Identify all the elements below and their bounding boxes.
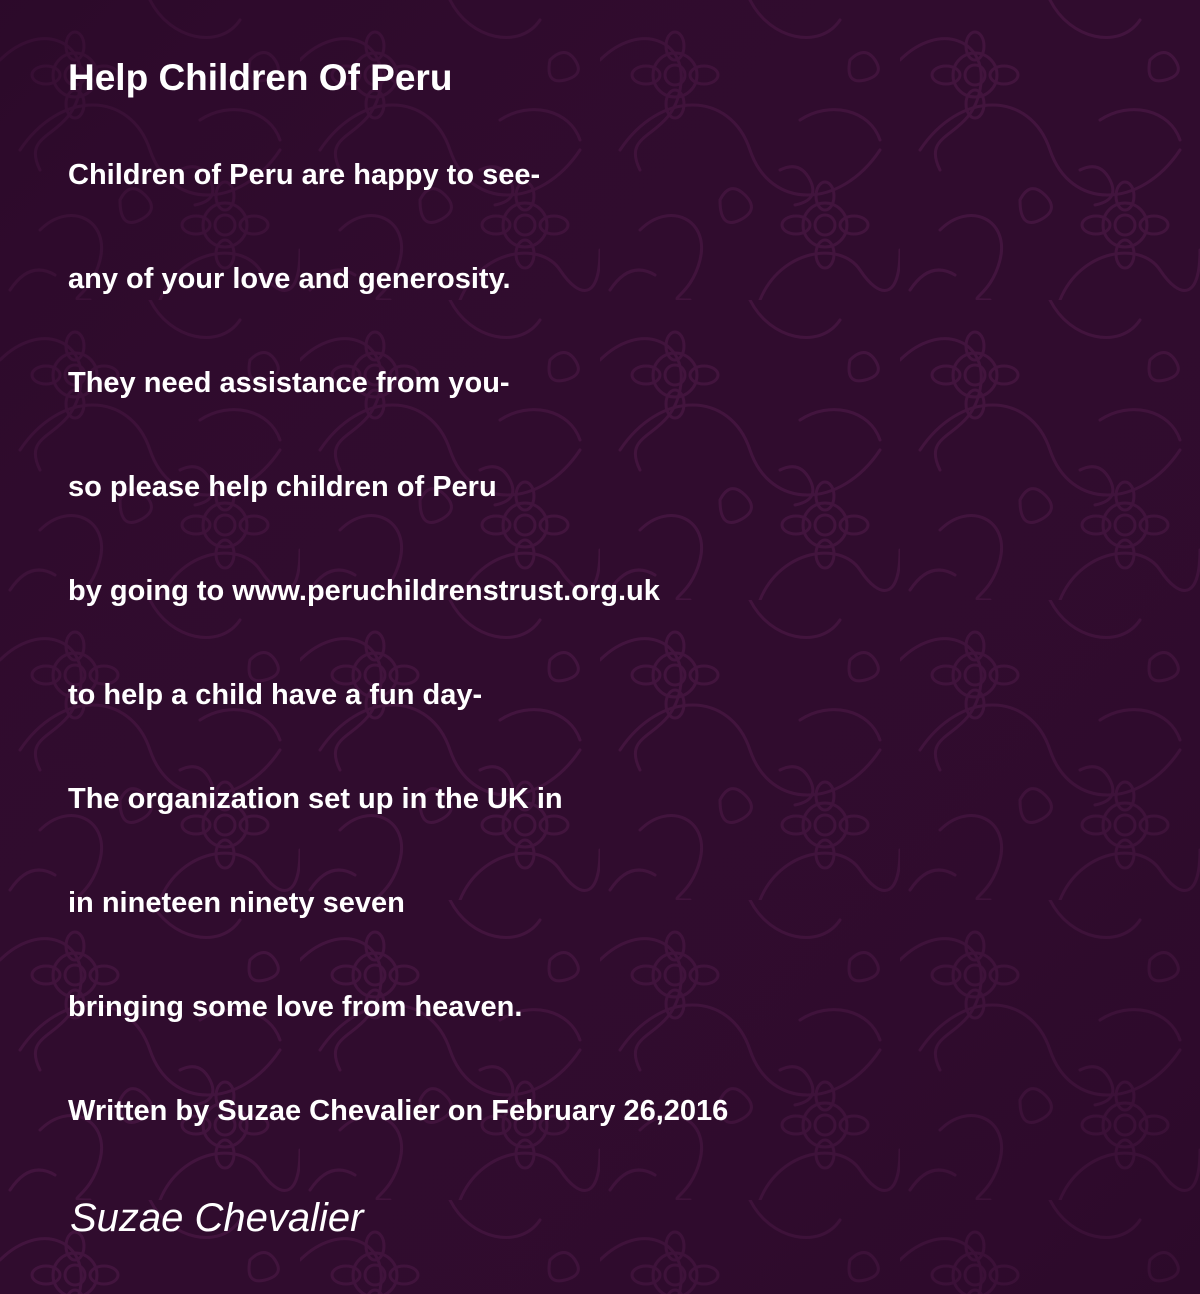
poem-line: by going to www.peruchildrenstrust.org.uk: [68, 575, 660, 607]
poem-body: [68, 154, 660, 1090]
poem-line: any of your love and generosity.: [68, 263, 511, 295]
poem-byline: Written by Suzae Chevalier on February 26,2016: [68, 1095, 729, 1127]
poem-line: Children of Peru are happy to see-: [68, 159, 541, 191]
poem-line: The organization set up in the UK in: [68, 783, 563, 815]
poem-line: so please help children of Peru: [68, 471, 497, 503]
poem-line: bringing some love from heaven.: [68, 991, 523, 1023]
poem-line: They need assistance from you-: [68, 367, 510, 399]
poem-line: in nineteen ninety seven: [68, 887, 405, 919]
poem-title: Help Children Of Peru: [68, 57, 453, 98]
poem-line: to help a child have a fun day-: [68, 679, 483, 711]
poem-author-signature: Suzae Chevalier: [70, 1196, 364, 1240]
